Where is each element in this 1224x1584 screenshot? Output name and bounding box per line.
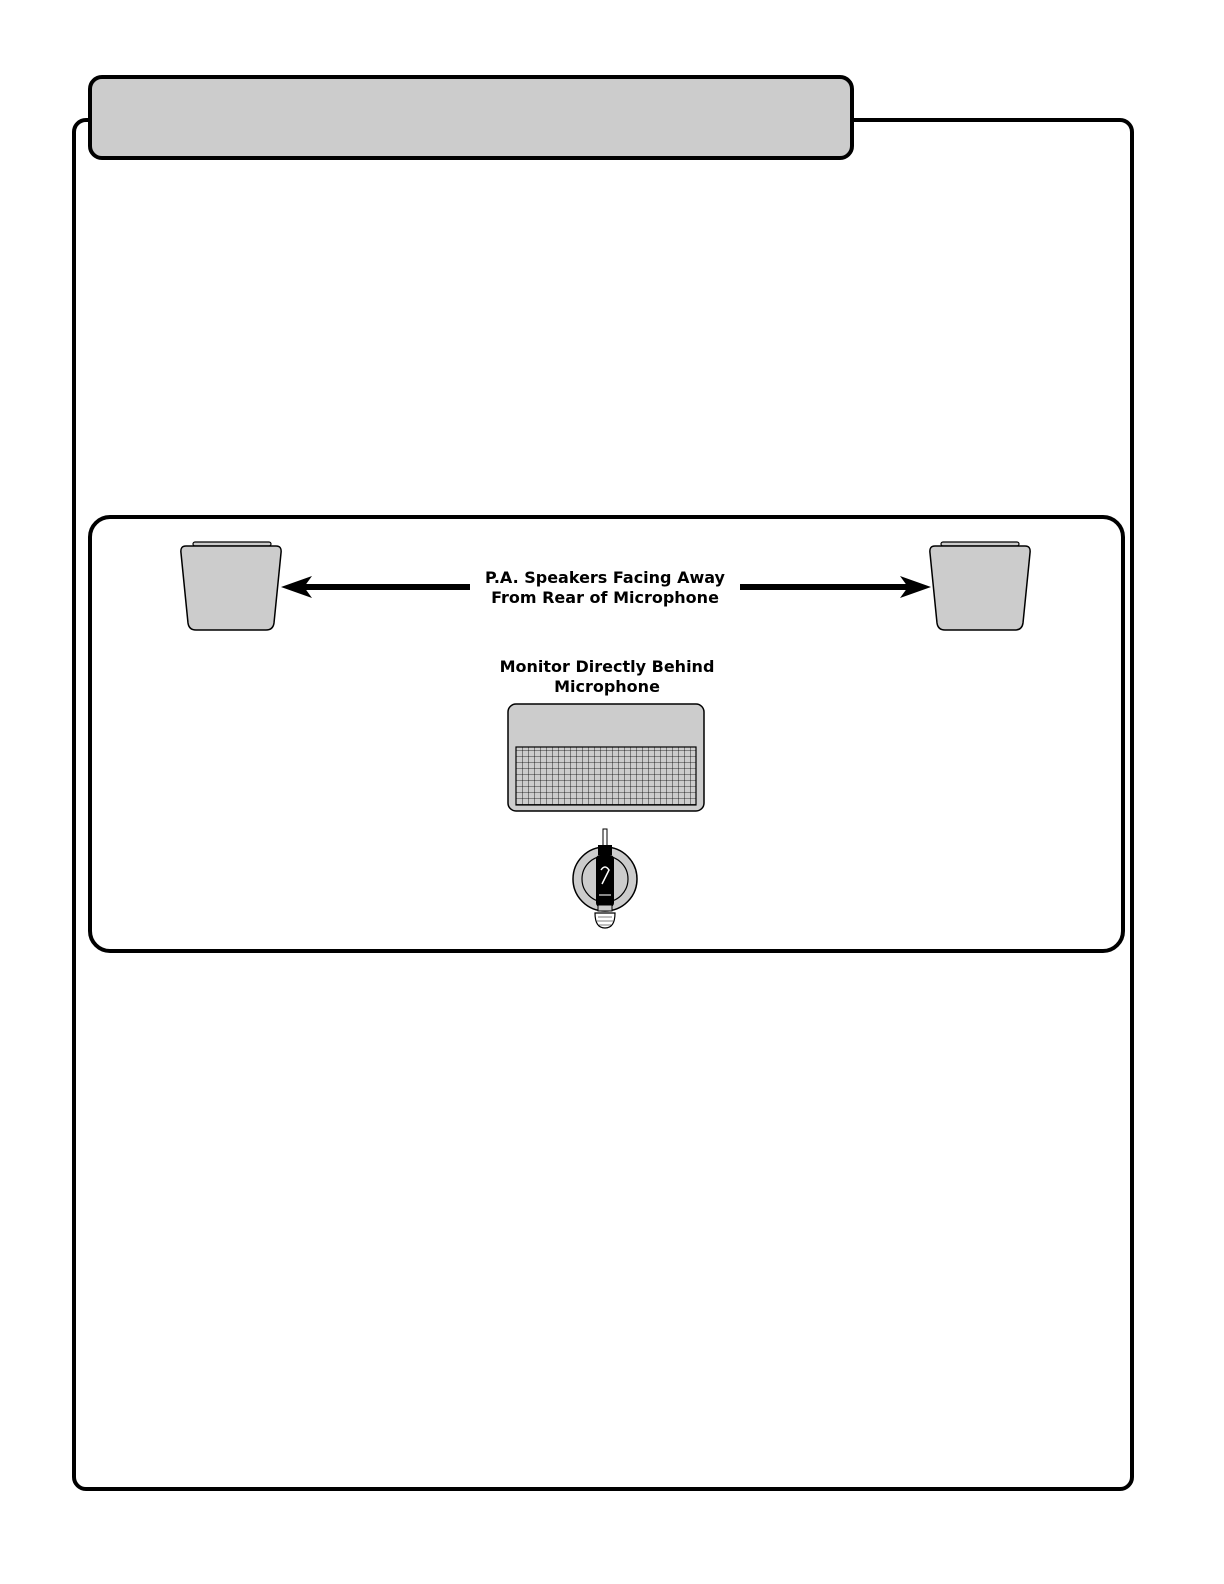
pa-speakers-label <box>470 568 740 608</box>
pa-speakers-label-line1: P.A. Speakers Facing Away <box>485 568 725 587</box>
stage-monitor-icon <box>508 704 704 811</box>
pa-speakers-label-line2: From Rear of Microphone <box>491 588 719 607</box>
right-arrow-icon <box>740 576 931 598</box>
monitor-label-line2: Microphone <box>554 677 660 696</box>
monitor-label-line1: Monitor Directly Behind <box>499 657 715 676</box>
left-arrow-icon <box>281 576 470 598</box>
microphone-icon <box>573 829 637 928</box>
monitor-label <box>490 657 724 697</box>
left-pa-speaker-icon <box>181 542 281 630</box>
right-pa-speaker-icon <box>930 542 1030 630</box>
